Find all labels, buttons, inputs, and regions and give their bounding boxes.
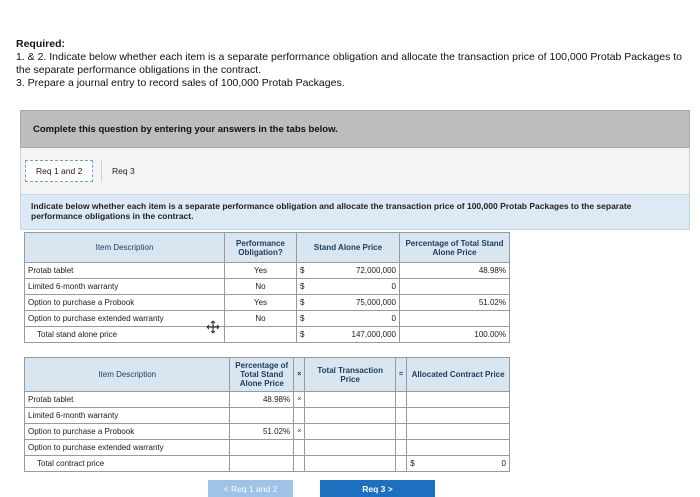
table1-total-price: 147,000,000 [311, 327, 400, 343]
table2-row-ttp-input[interactable] [305, 440, 395, 456]
required-instructions [16, 38, 686, 90]
table1-row-price-input[interactable]: 72,000,000 [311, 263, 400, 279]
table2-row-ttp-input[interactable] [305, 424, 395, 440]
table2-row-acp-input[interactable] [407, 392, 510, 408]
table1-row-item: Option to purchase extended warranty [25, 311, 225, 327]
table2-total-dollar: $ [410, 459, 415, 468]
table2-row-acp-input[interactable] [407, 424, 510, 440]
complete-question-banner: Complete this question by entering your answers in the tabs below. [20, 110, 690, 148]
table2-row-eq [395, 440, 406, 456]
table1-total-label: Total stand alone price [25, 327, 225, 343]
table2-total-acp [407, 456, 510, 472]
table1-row-price-input[interactable]: 75,000,000 [311, 295, 400, 311]
table2-row-ttp-input[interactable] [305, 392, 395, 408]
table1-row-price-input[interactable]: 0 [311, 279, 400, 295]
header-stand-alone-price: Stand Alone Price [297, 233, 400, 263]
table1-total-blank [225, 327, 297, 343]
table2-row-acp-input[interactable] [407, 408, 510, 424]
table2-row-pct: 51.02% [230, 424, 294, 440]
table1-row-pct-input[interactable]: 48.98% [400, 263, 510, 279]
table1-row-pct-input[interactable] [400, 311, 510, 327]
table2-row-op: × [294, 392, 305, 408]
table1-row-dollar: $ [297, 311, 311, 327]
table2-row-eq [395, 424, 406, 440]
header-item-description-2: Item Description [25, 358, 230, 392]
table2-row-acp-input[interactable] [407, 440, 510, 456]
table2-row-op [294, 408, 305, 424]
table2-total-label: Total contract price [25, 456, 230, 472]
table1-row-price-input[interactable]: 0 [311, 311, 400, 327]
table1-total-pct: 100.00% [400, 327, 510, 343]
tabs-bar [20, 148, 690, 194]
table2-row-pct: 48.98% [230, 392, 294, 408]
table1-row-dollar: $ [297, 295, 311, 311]
table1-row-perf-select[interactable]: No [225, 311, 297, 327]
table2-row-op [294, 440, 305, 456]
table2-row-item: Option to purchase a Probook [25, 424, 230, 440]
table2-row-item: Protab tablet [25, 392, 230, 408]
table1-row-item: Limited 6-month warranty [25, 279, 225, 295]
table2-row-eq [395, 392, 406, 408]
table1-row-pct-input[interactable] [400, 279, 510, 295]
table2-row-pct [230, 408, 294, 424]
table2-total-acp-value: 0 [501, 459, 506, 468]
table2-row-op: × [294, 424, 305, 440]
table2-total-blank-op [294, 456, 305, 472]
table1-row-perf-select[interactable]: Yes [225, 263, 297, 279]
header-allocated-contract-price: Allocated Contract Price [407, 358, 510, 392]
move-cursor-icon [206, 320, 220, 334]
table2-row-pct [230, 440, 294, 456]
table1-row-dollar: $ [297, 279, 311, 295]
required-heading: Required: [16, 38, 66, 50]
table1-row-perf-select[interactable]: Yes [225, 295, 297, 311]
tab-instruction: Indicate below whether each item is a separate performance obligation and allocate the transaction price of 100,000 Protab Packages to the separate performance obligations in the contract. [20, 194, 690, 230]
table1-row-dollar: $ [297, 263, 311, 279]
header-item-description: Item Description [25, 233, 225, 263]
header-percentage-2: Percentage of Total Stand Alone Price [230, 358, 294, 392]
required-line-2: 3. Prepare a journal entry to record sales of 100,000 Protab Packages. [16, 77, 345, 89]
table1-row-pct-input[interactable]: 51.02% [400, 295, 510, 311]
table2-row-item: Option to purchase extended warranty [25, 440, 230, 456]
next-req-button[interactable]: Req 3 > [320, 480, 435, 497]
table1-total-dollar: $ [297, 327, 311, 343]
table1-row-perf-select[interactable]: No [225, 279, 297, 295]
table2-total-blank [230, 456, 294, 472]
table2-row-item: Limited 6-month warranty [25, 408, 230, 424]
table2-row-ttp-input[interactable] [305, 408, 395, 424]
table2-row-eq [395, 408, 406, 424]
standalone-price-table [24, 232, 510, 343]
table2-total-blank-eq [395, 456, 406, 472]
table2-total-blank-ttp [305, 456, 395, 472]
table1-row-item: Option to purchase a Probook [25, 295, 225, 311]
tab-req-3[interactable]: Req 3 [101, 160, 145, 182]
prev-req-button[interactable]: < Req 1 and 2 [208, 480, 293, 497]
header-equals-operator: = [395, 358, 406, 392]
header-performance-obligation: Performance Obligation? [225, 233, 297, 263]
table1-row-item: Protab tablet [25, 263, 225, 279]
allocation-table [24, 357, 510, 472]
tab-req-1-and-2[interactable]: Req 1 and 2 [25, 160, 93, 182]
header-percentage-of-total: Percentage of Total Stand Alone Price [400, 233, 510, 263]
header-times-operator: × [294, 358, 305, 392]
header-total-transaction-price: Total Transaction Price [305, 358, 395, 392]
required-line-1: 1. & 2. Indicate below whether each item is a separate performance obligation and allocate the transaction price of 100,000 Protab Packages to the separate performance obligations in the contract. [16, 51, 682, 76]
